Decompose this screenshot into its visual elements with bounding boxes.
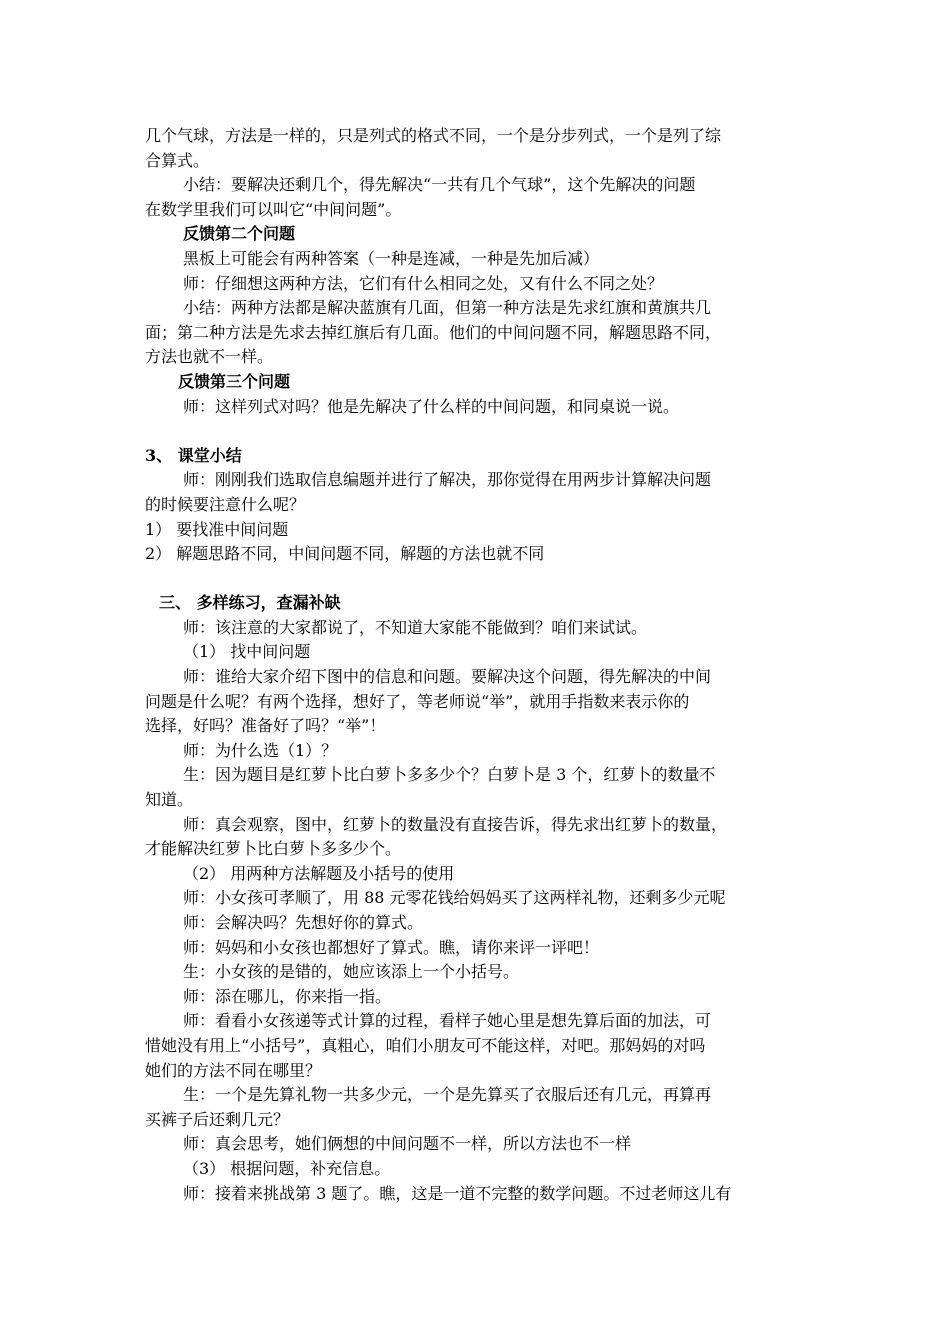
list-item: 2） 解题思路不同，中间问题不同，解题的方法也就不同 <box>145 544 545 564</box>
paragraph-line: 选择，好吗？准备好了吗？“举”！ <box>145 716 386 736</box>
paragraph-line: 师：真会观察，图中，红萝卜的数量没有直接告诉，得先求出红萝卜的数量， <box>183 814 728 834</box>
paragraph-line: 问题是什么呢？有两个选择，想好了，等老师说“举”，就用手指数来表示你的 <box>145 691 690 711</box>
section-heading: 3、 课堂小结 <box>145 445 242 465</box>
paragraph-line: 师：谁给大家介绍下图中的信息和问题。要解决这个问题，得先解决的中间 <box>183 667 712 687</box>
list-item: 1） 要找准中间问题 <box>145 519 289 539</box>
paragraph-line: 她们的方法不同在哪里？ <box>145 1060 322 1080</box>
paragraph-line: 师：刚刚我们选取信息编题并进行了解决，那你觉得在用两步计算解决问题 <box>183 470 712 490</box>
paragraph-line: 惜她没有用上“小括号”，真粗心，咱们小朋友可不能这样，对吧。那妈妈的对吗 <box>145 1035 706 1055</box>
paragraph-line: 合算式。 <box>145 150 210 170</box>
paragraph-line: 在数学里我们可以叫它“中间问题”。 <box>145 199 402 219</box>
section-heading: 反馈第三个问题 <box>178 371 291 391</box>
paragraph-line: 的时候要注意什么呢？ <box>145 494 306 514</box>
section-heading: 三、 多样练习，查漏补缺 <box>159 593 341 613</box>
paragraph-line: 师：会解决吗？先想好你的算式。 <box>183 913 424 932</box>
subsection-heading: （1） 找中间问题 <box>183 642 311 662</box>
document-body <box>145 124 813 1206</box>
subsection-heading: （2） 用两种方法解题及小括号的使用 <box>183 863 455 883</box>
paragraph-line: 才能解决红萝卜比白萝卜多多少个。 <box>145 839 402 859</box>
paragraph-line: 生：小女孩的是错的，她应该添上一个小括号。 <box>183 962 520 982</box>
paragraph-line: 师：小女孩可孝顺了，用 88 元零花钱给妈妈买了这两样礼物，还剩多少元呢 <box>183 888 726 908</box>
paragraph-line: 小结：两种方法都是解决蓝旗有几面，但第一种方法是先求红旗和黄旗共几 <box>183 298 712 318</box>
paragraph-line: 买裤子后还剩几元？ <box>145 1109 290 1129</box>
paragraph-line: 知道。 <box>145 790 194 810</box>
subsection-heading: （3） 根据问题，补充信息。 <box>183 1158 391 1178</box>
paragraph-line: 师：妈妈和小女孩也都想好了算式。瞧，请你来评一评吧！ <box>183 937 600 957</box>
paragraph-line: 师：这样列式对吗？他是先解决了什么样的中间问题，和同桌说一说。 <box>183 396 680 416</box>
paragraph-line: 师：该注意的大家都说了，不知道大家能不能做到？咱们来试试。 <box>183 617 648 637</box>
paragraph-line: 师：真会思考，她们俩想的中间问题不一样，所以方法也不一样 <box>183 1134 632 1154</box>
paragraph-line: 几个气球，方法是一样的，只是列式的格式不同，一个是分步列式，一个是列了综 <box>145 126 722 145</box>
paragraph-line: 师：添在哪儿，你来指一指。 <box>183 986 392 1006</box>
section-heading: 反馈第二个问题 <box>183 224 296 244</box>
paragraph-line: 面；第二种方法是先求去掉红旗后有几面。他们的中间问题不同，解题思路不同， <box>145 322 722 342</box>
paragraph-line: 生：因为题目是红萝卜比白萝卜多多少个？白萝卜是 3 个，红萝卜的数量不 <box>183 765 716 785</box>
paragraph-line: 小结：要解决还剩几个，得先解决“一共有几个气球”，这个先解决的问题 <box>183 175 696 195</box>
paragraph-line: 师：接着来挑战第 3 题了。瞧，这是一道不完整的数学问题。不过老师这儿有 <box>183 1183 732 1203</box>
paragraph-line: 生：一个是先算礼物一共多少元，一个是先算买了衣服后还有几元，再算再 <box>183 1085 712 1105</box>
paragraph-line: 师：看看小女孩递等式计算的过程，看样子她心里是想先算后面的加法，可 <box>183 1011 712 1031</box>
paragraph-line: 师：仔细想这两种方法，它们有什么相同之处，又有什么不同之处？ <box>183 273 664 293</box>
paragraph-line: 黑板上可能会有两种答案（一种是连减，一种是先加后减） <box>183 248 600 268</box>
paragraph-line: 方法也就不一样。 <box>145 347 274 367</box>
paragraph-line: 师：为什么选（1）？ <box>183 740 338 760</box>
